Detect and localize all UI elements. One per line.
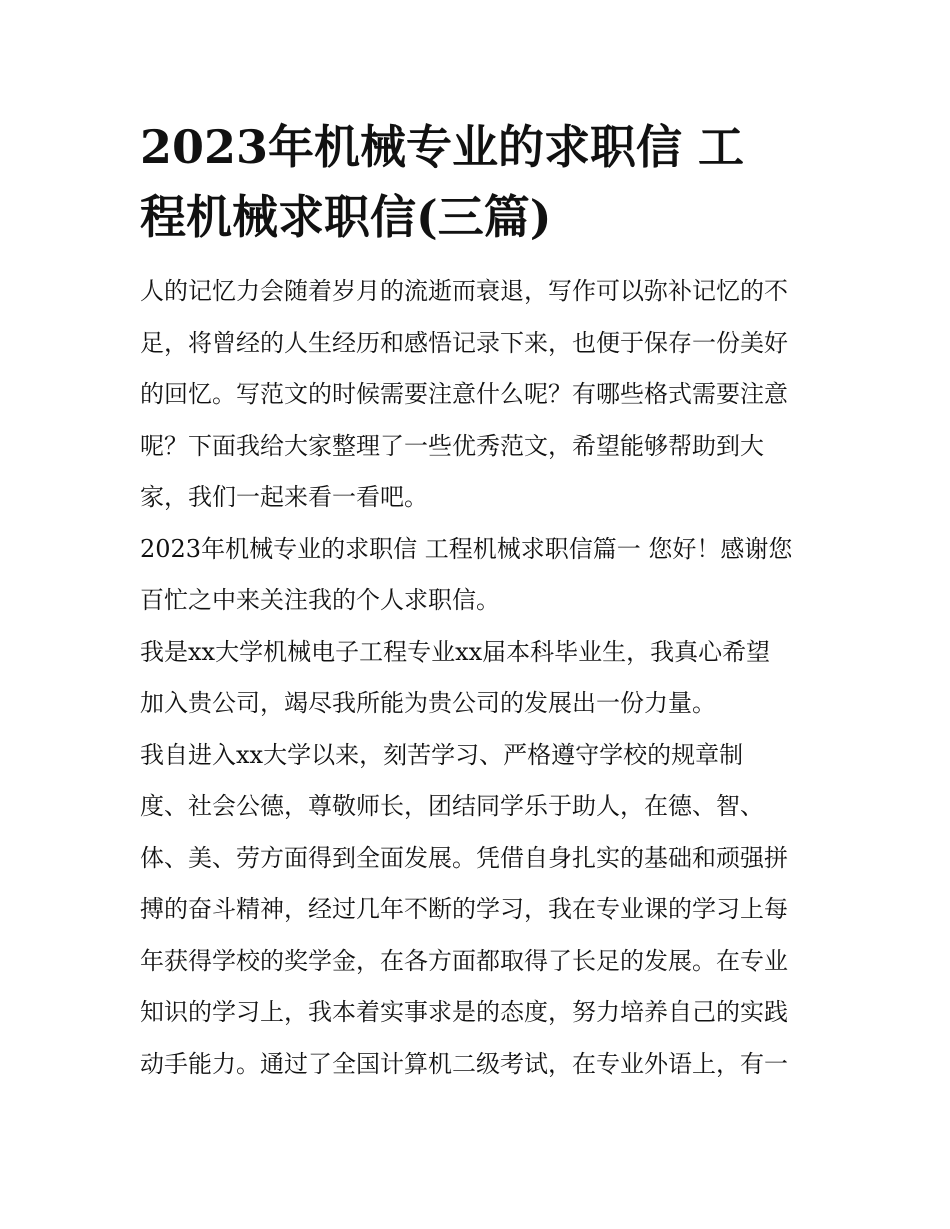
text-line: 搏的奋斗精神，经过几年不断的学习，我在专业课的学习上每 <box>140 895 788 923</box>
text-line: 知识的学习上，我本着实事求是的态度，努力培养自己的实践 <box>140 998 788 1026</box>
text-line: 我是xx大学机械电子工程专业xx届本科毕业生，我真心希望 <box>140 637 771 666</box>
text-line: 的回忆。写范文的时候需要注意什么呢？有哪些格式需要注意 <box>140 380 788 408</box>
text-line: 2023年机械专业的求职信 工程机械求职信篇一 您好！感谢您 <box>140 534 793 563</box>
text-line: 年获得学校的奖学金，在各方面都取得了长足的发展。在专业 <box>140 946 788 975</box>
text-line: 百忙之中来关注我的个人求职信。 <box>140 586 500 614</box>
document-body <box>140 112 820 1090</box>
text-line: 度、社会公德，尊敬师长，团结同学乐于助人，在德、智、 <box>140 792 764 820</box>
background-paragraph <box>140 730 820 1091</box>
text-line: 家，我们一起来看一看吧。 <box>140 483 428 511</box>
document-title <box>140 112 820 252</box>
intro-paragraph <box>140 266 820 524</box>
title-line: 程机械求职信(三篇) <box>140 190 552 244</box>
text-line: 呢？下面我给大家整理了一些优秀范文，希望能够帮助到大 <box>140 431 764 460</box>
text-line: 动手能力。通过了全国计算机二级考试，在专业外语上，有一 <box>140 1049 788 1078</box>
letter-heading-paragraph <box>140 524 820 627</box>
self-introduction-paragraph <box>140 627 820 730</box>
title-line: 2023年机械专业的求职信 工 <box>140 120 745 174</box>
text-line: 体、美、劳方面得到全面发展。凭借自身扎实的基础和顽强拼 <box>140 843 788 872</box>
text-line: 我自进入xx大学以来，刻苦学习、严格遵守学校的规章制 <box>140 740 744 769</box>
text-line: 人的记忆力会随着岁月的流逝而衰退，写作可以弥补记忆的不 <box>140 277 788 305</box>
text-line: 加入贵公司，竭尽我所能为贵公司的发展出一份力量。 <box>140 689 716 717</box>
text-line: 足，将曾经的人生经历和感悟记录下来，也便于保存一份美好 <box>140 328 788 357</box>
